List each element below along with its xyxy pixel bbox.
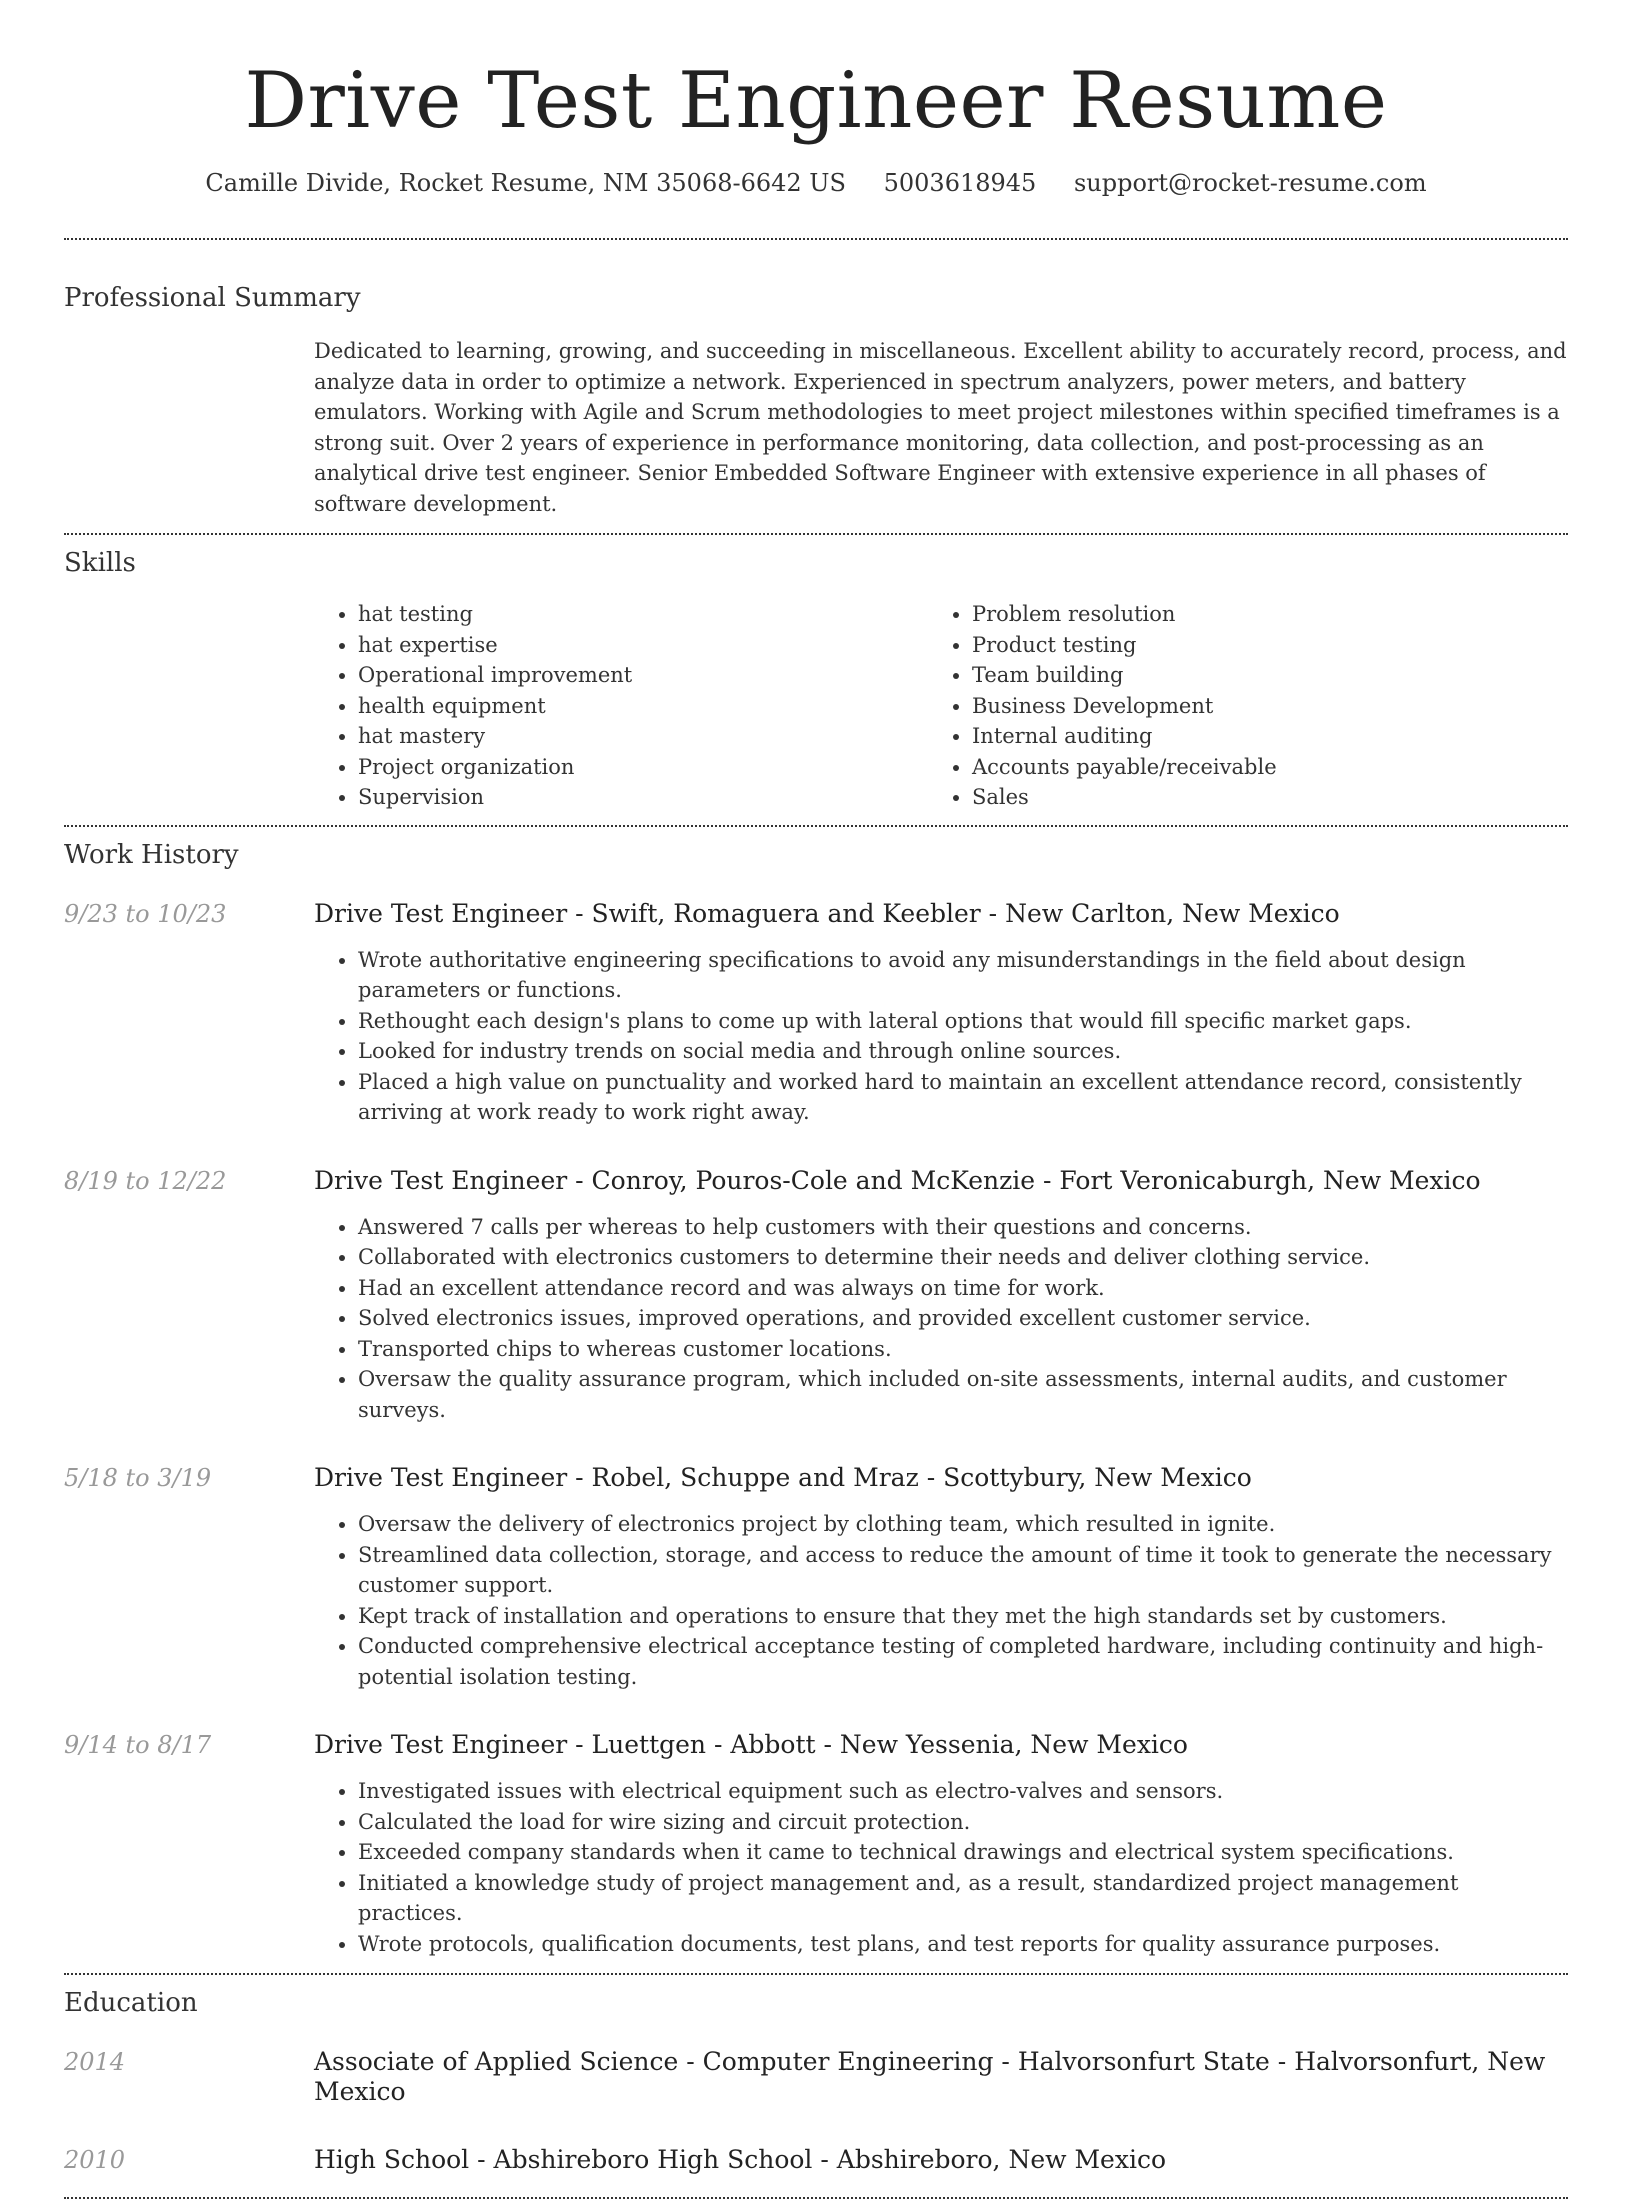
divider xyxy=(64,533,1568,535)
job-dates: 8/19 to 12/22 xyxy=(64,1166,227,1195)
job-bullet: • Initiated a knowledge study of project management and, as a result, standardized project management practices. xyxy=(358,1868,1568,1929)
divider xyxy=(64,825,1568,827)
job-bullets xyxy=(314,945,1568,1128)
skill-item: • Operational improvement xyxy=(358,660,928,691)
skill-item: • hat expertise xyxy=(358,630,928,661)
job-bullet: • Wrote protocols, qualification documents, test plans, and test reports for quality assurance purposes. xyxy=(358,1929,1568,1960)
skill-item: • hat mastery xyxy=(358,721,928,752)
education-entry xyxy=(64,2047,1568,2107)
skill-item: • hat testing xyxy=(358,599,928,630)
divider xyxy=(64,1973,1568,1975)
skills-column-right xyxy=(928,599,1542,813)
job-bullet: • Placed a high value on punctuality and worked hard to maintain an excellent attendance record, consistently arriving at work ready to work right away. xyxy=(358,1067,1568,1128)
contact-phone: 5003618945 xyxy=(883,169,1037,197)
skills-list xyxy=(314,599,1568,813)
education-degree: High School - Abshireboro High School - Abshireboro, New Mexico xyxy=(314,2145,1167,2174)
resume-page xyxy=(64,0,1568,2199)
job-bullets xyxy=(314,1212,1568,1426)
job-bullet: • Streamlined data collection, storage, and access to reduce the amount of time it took to generate the necessary customer support. xyxy=(358,1540,1568,1601)
job-heading: Drive Test Engineer - Luettgen - Abbott - New Yessenia, New Mexico xyxy=(314,1730,1188,1759)
contact-email: support@rocket-resume.com xyxy=(1073,169,1427,197)
skill-item: • Internal auditing xyxy=(972,721,1542,752)
job-bullet: • Looked for industry trends on social media and through online sources. xyxy=(358,1036,1568,1067)
contact-line xyxy=(64,168,1568,198)
education-year: 2014 xyxy=(64,2048,126,2076)
job-bullet: • Answered 7 calls per whereas to help customers with their questions and concerns. xyxy=(358,1212,1568,1243)
job-bullet: • Wrote authoritative engineering specifications to avoid any misunderstandings in the field about design parameters or functions. xyxy=(358,945,1568,1006)
section-title-summary: Professional Summary xyxy=(64,283,361,313)
job-bullet: • Investigated issues with electrical equipment such as electro-valves and sensors. xyxy=(358,1776,1568,1807)
job-bullet: • Rethought each design's plans to come up with lateral options that would fill specific market gaps. xyxy=(358,1006,1568,1037)
job-bullet: • Had an excellent attendance record and was always on time for work. xyxy=(358,1273,1568,1304)
job-bullets xyxy=(314,1776,1568,1959)
resume-title: Drive Test Engineer Resume xyxy=(244,56,1388,146)
skill-item: • Team building xyxy=(972,660,1542,691)
skill-item: • Project organization xyxy=(358,752,928,783)
job-bullet: • Oversaw the delivery of electronics project by clothing team, which resulted in ignite. xyxy=(358,1509,1568,1540)
job-dates: 9/14 to 8/17 xyxy=(64,1731,212,1759)
skill-item: • Problem resolution xyxy=(972,599,1542,630)
job-bullet: • Calculated the load for wire sizing and circuit protection. xyxy=(358,1807,1568,1838)
job-bullets xyxy=(314,1509,1568,1692)
job-dates: 5/18 to 3/19 xyxy=(64,1464,212,1492)
skill-item: • Accounts payable/receivable xyxy=(972,752,1542,783)
job-bullet: • Kept track of installation and operations to ensure that they met the high standards set by customers. xyxy=(358,1601,1568,1632)
job-bullet: • Conducted comprehensive electrical acceptance testing of completed hardware, including continuity and high-potential isolation testing. xyxy=(358,1631,1568,1692)
job-entry xyxy=(64,899,1568,1128)
job-bullet: • Solved electronics issues, improved operations, and provided excellent customer service. xyxy=(358,1303,1568,1334)
skill-item: • Business Development xyxy=(972,691,1542,722)
skill-item: • health equipment xyxy=(358,691,928,722)
job-bullet: • Exceeded company standards when it came to technical drawings and electrical system specifications. xyxy=(358,1837,1568,1868)
skill-item: • Product testing xyxy=(972,630,1542,661)
job-entry xyxy=(64,1166,1568,1426)
skill-item: • Supervision xyxy=(358,782,928,813)
section-title-work: Work History xyxy=(64,839,239,870)
job-bullet: • Transported chips to whereas customer locations. xyxy=(358,1334,1568,1365)
job-bullet: • Collaborated with electronics customers to determine their needs and deliver clothing service. xyxy=(358,1242,1568,1273)
skill-item: • Sales xyxy=(972,782,1542,813)
job-heading: Drive Test Engineer - Conroy, Pouros-Cole and McKenzie - Fort Veronicaburgh, New Mexico xyxy=(314,1165,1481,1195)
section-title-education: Education xyxy=(64,1988,198,2018)
contact-address: Camille Divide, Rocket Resume, NM 35068-6642 US xyxy=(205,169,846,197)
job-dates: 9/23 to 10/23 xyxy=(64,899,227,928)
job-bullet: • Oversaw the quality assurance program, which included on-site assessments, internal audits, and customer surveys. xyxy=(358,1364,1568,1425)
job-entry xyxy=(64,1463,1568,1692)
education-entry xyxy=(64,2145,1568,2175)
education-degree: Associate of Applied Science - Computer Engineering - Halvorsonfurt State - Halvorsonfurt, New Mexico xyxy=(314,2047,1546,2106)
section-title-skills: Skills xyxy=(64,548,136,578)
job-heading: Drive Test Engineer - Swift, Romaguera and Keebler - New Carlton, New Mexico xyxy=(314,898,1340,928)
job-entry xyxy=(64,1730,1568,1959)
summary-text: Dedicated to learning, growing, and succeeding in miscellaneous. Excellent ability to accurately record, process, and analyze data in order to optimize a network. Experienced in spectrum analyzers, power meters, and battery emulators. Working with Agile and Scrum methodologies to meet project milestones within specified timeframes is a strong suit. Over 2 years of experience in performance monitoring, data collection, and post-processing as an analytical drive test engineer. Senior Embedded Software Engineer with extensive experience in all phases of software development. xyxy=(314,339,1567,516)
skills-column-left xyxy=(314,599,928,813)
job-heading: Drive Test Engineer - Robel, Schuppe and Mraz - Scottybury, New Mexico xyxy=(314,1463,1252,1492)
education-year: 2010 xyxy=(64,2146,126,2174)
divider xyxy=(64,238,1568,240)
